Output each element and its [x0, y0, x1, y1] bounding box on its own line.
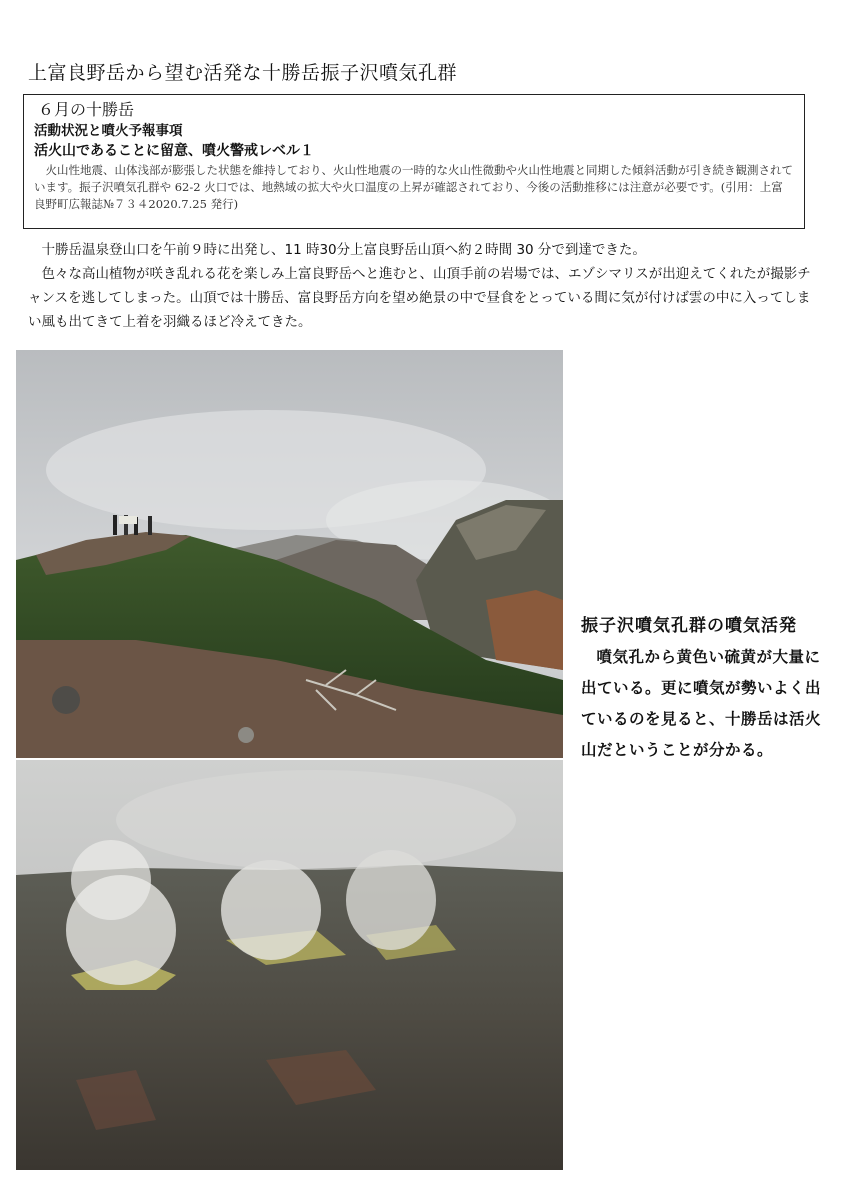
summit-photo — [16, 350, 563, 758]
fumarole-photo — [16, 760, 563, 1170]
notice-heading-status: 活動状況と噴火予報事項 — [34, 123, 183, 139]
volcano-notice-box — [23, 94, 805, 229]
intro-paragraph: 色々な高山植物が咲き乱れる花を楽しみ上富良野岳へと進むと、山頂手前の岩場では、エゾシマリスが出迎えてくれたが撮影チャンスを逃してしまった。山頂では十勝岳、富良野岳方向を望め絶景の中で昼食をとっている間に気が付けば雲の中に入ってしまい風も出てきて上着を羽織るほど冷えてきた。 — [28, 266, 811, 330]
notice-body: 火山性地震、山体浅部が膨張した状態を維持しており、火山性地震の一時的な火山性微動や火山性地震と同期した傾斜活動が引き続き観測されています。振子沢噴気孔群や 62-2 火口では、地熱域の拡大や火口温度の上昇が確認されており、今後の活動推移には注意が必要です。(引用：上富良野町広報誌№７３４2020.7.25 発行) — [34, 163, 793, 211]
intro-paragraph: 十勝岳温泉登山口を午前９時に出発し、11 時30分上富良野岳山頂へ約２時間 30 分で到達できた。 — [41, 242, 646, 258]
photo-caption — [581, 611, 831, 766]
caption-body: 噴気孔から黄色い硫黄が大量に出ている。更に噴気が勢いよく出ているのを見ると、十勝岳は活火山だということが分かる。 — [581, 648, 822, 759]
caption-title: 振子沢噴気孔群の噴気活発 — [581, 616, 797, 636]
notice-heading-alert-level: 活火山であることに留意、噴火警戒レベル１ — [34, 143, 314, 159]
notice-month: ６月の十勝岳 — [38, 100, 135, 119]
intro-text — [28, 238, 818, 334]
page-title: 上富良野岳から望む活発な十勝岳振子沢噴気孔群 — [28, 62, 458, 84]
